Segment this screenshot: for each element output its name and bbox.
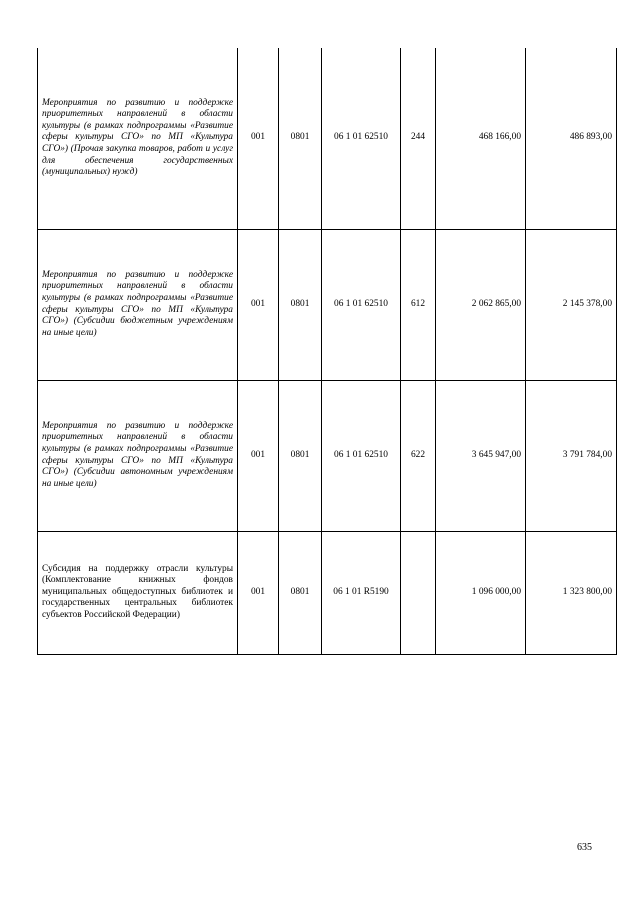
amount-2-cell: 2 145 378,00 — [526, 229, 617, 380]
budget-table — [37, 48, 617, 655]
expense-type-cell: 622 — [401, 380, 436, 531]
amount-2-cell: 3 791 784,00 — [526, 380, 617, 531]
amount-1-cell: 1 096 000,00 — [436, 531, 526, 654]
row-description: Мероприятия по развитию и поддержке приоритетных направлений в области культуры (в рамках подпрограммы «Развитие сферы культуры СГО» по МП «Культура СГО») (Прочая закупка товаров, работ и услуг для обеспечения государственных (муниципальных) нужд) — [38, 48, 238, 229]
amount-2-cell: 486 893,00 — [526, 48, 617, 229]
page-number: 635 — [577, 842, 592, 853]
expense-type-cell: 244 — [401, 48, 436, 229]
ministry-code-cell: 001 — [238, 380, 279, 531]
ministry-code-cell: 001 — [238, 229, 279, 380]
amount-1-cell: 3 645 947,00 — [436, 380, 526, 531]
target-article-cell: 06 1 01 R5190 — [322, 531, 401, 654]
ministry-code-cell: 001 — [238, 531, 279, 654]
section-code-cell: 0801 — [279, 229, 322, 380]
table-row — [38, 48, 617, 229]
table-row — [38, 229, 617, 380]
row-description: Мероприятия по развитию и поддержке приоритетных направлений в области культуры (в рамках подпрограммы «Развитие сферы культуры СГО» по МП «Культура СГО») (Субсидии бюджетным учреждениям на иные цели) — [38, 229, 238, 380]
target-article-cell: 06 1 01 62510 — [322, 48, 401, 229]
table-row — [38, 531, 617, 654]
table-row — [38, 380, 617, 531]
section-code-cell: 0801 — [279, 48, 322, 229]
row-description: Субсидия на поддержку отрасли культуры (Комплектование книжных фондов муниципальных общедоступных библиотек и государственных центральных библиотек субъектов Российской Федерации) — [38, 531, 238, 654]
target-article-cell: 06 1 01 62510 — [322, 380, 401, 531]
section-code-cell: 0801 — [279, 531, 322, 654]
ministry-code-cell: 001 — [238, 48, 279, 229]
amount-2-cell: 1 323 800,00 — [526, 531, 617, 654]
amount-1-cell: 468 166,00 — [436, 48, 526, 229]
row-description: Мероприятия по развитию и поддержке приоритетных направлений в области культуры (в рамках подпрограммы «Развитие сферы культуры СГО» по МП «Культура СГО») (Субсидии автономным учреждениям на иные цели) — [38, 380, 238, 531]
expense-type-cell — [401, 531, 436, 654]
expense-type-cell: 612 — [401, 229, 436, 380]
section-code-cell: 0801 — [279, 380, 322, 531]
target-article-cell: 06 1 01 62510 — [322, 229, 401, 380]
amount-1-cell: 2 062 865,00 — [436, 229, 526, 380]
